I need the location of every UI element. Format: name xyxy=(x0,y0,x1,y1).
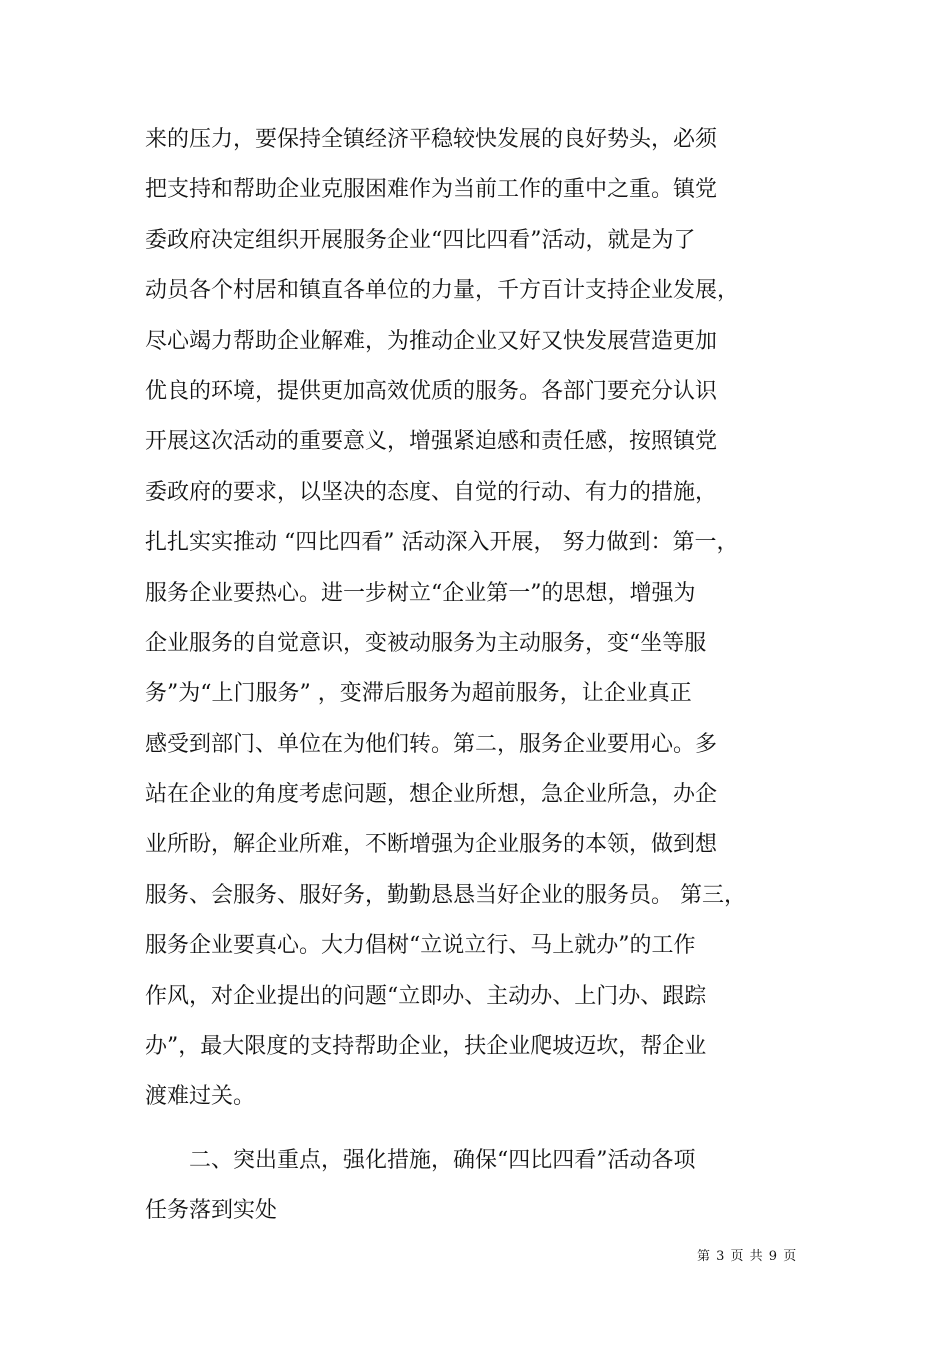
paragraph-line: 感受到部门、单位在为他们转。第二，服务企业要用心。多 xyxy=(145,731,718,757)
paragraph-line: 办”，最大限度的支持帮助企业，扶企业爬坡迈坎，帮企业 xyxy=(145,1034,707,1060)
paragraph-line: 业所盼，解企业所难，不断增强为企业服务的本领，做到想 xyxy=(145,832,718,858)
paragraph-line: 委政府决定组织开展服务企业“四比四看”活动，就是为了 xyxy=(145,227,696,253)
paragraph-line: 动员各个村居和镇直各单位的力量，千方百计支持企业发展， xyxy=(145,278,740,304)
paragraph-line: 企业服务的自觉意识，变被动服务为主动服务，变“坐等服 xyxy=(145,630,707,656)
paragraph-line: 优良的环境，提供更加高效优质的服务。各部门要充分认识 xyxy=(145,378,718,404)
paragraph-line: 尽心竭力帮助企业解难，为推动企业又好又快发展营造更加 xyxy=(145,328,718,354)
paragraph-line: 服务企业要真心。大力倡树“立说立行、马上就办”的工作 xyxy=(145,933,696,959)
paragraph-line: 渡难过关。 xyxy=(145,1084,256,1110)
paragraph-line: 开展这次活动的重要意义，增强紧迫感和责任感，按照镇党 xyxy=(145,429,718,455)
paragraph-gap xyxy=(145,1126,825,1139)
paragraph-line: 作风，对企业提出的问题“立即办、主动办、上门办、跟踪 xyxy=(145,983,707,1009)
paragraph-line: 站在企业的角度考虑问题，想企业所想，急企业所急，办企 xyxy=(145,782,718,808)
section-heading-line: 二、突出重点，强化措施，确保“四比四看”活动各项 xyxy=(189,1147,696,1173)
page-number: 第 3 页 共 9 页 xyxy=(697,1249,798,1264)
document-body xyxy=(145,118,825,1240)
paragraph-line: 来的压力，要保持全镇经济平稳较快发展的良好势头，必须 xyxy=(145,127,718,152)
paragraph-line: 把支持和帮助企业克服困难作为当前工作的重中之重。镇党 xyxy=(145,177,718,203)
section-heading-line: 任务落到实处 xyxy=(145,1198,278,1224)
paragraph-line: 务”为“上门服务” ，变滞后服务为超前服务，让企业真正 xyxy=(145,681,692,707)
paragraph-line: 扎扎实实推动 “四比四看” 活动深入开展， 努力做到：第一， xyxy=(145,530,739,556)
paragraph-line: 服务企业要热心。进一步树立“企业第一”的思想，增强为 xyxy=(145,580,696,606)
paragraph-line: 服务、会服务、服好务，勤勤恳恳当好企业的服务员。 第三， xyxy=(145,882,746,908)
paragraph-line: 委政府的要求，以坚决的态度、自觉的行动、有力的措施， xyxy=(145,479,718,505)
